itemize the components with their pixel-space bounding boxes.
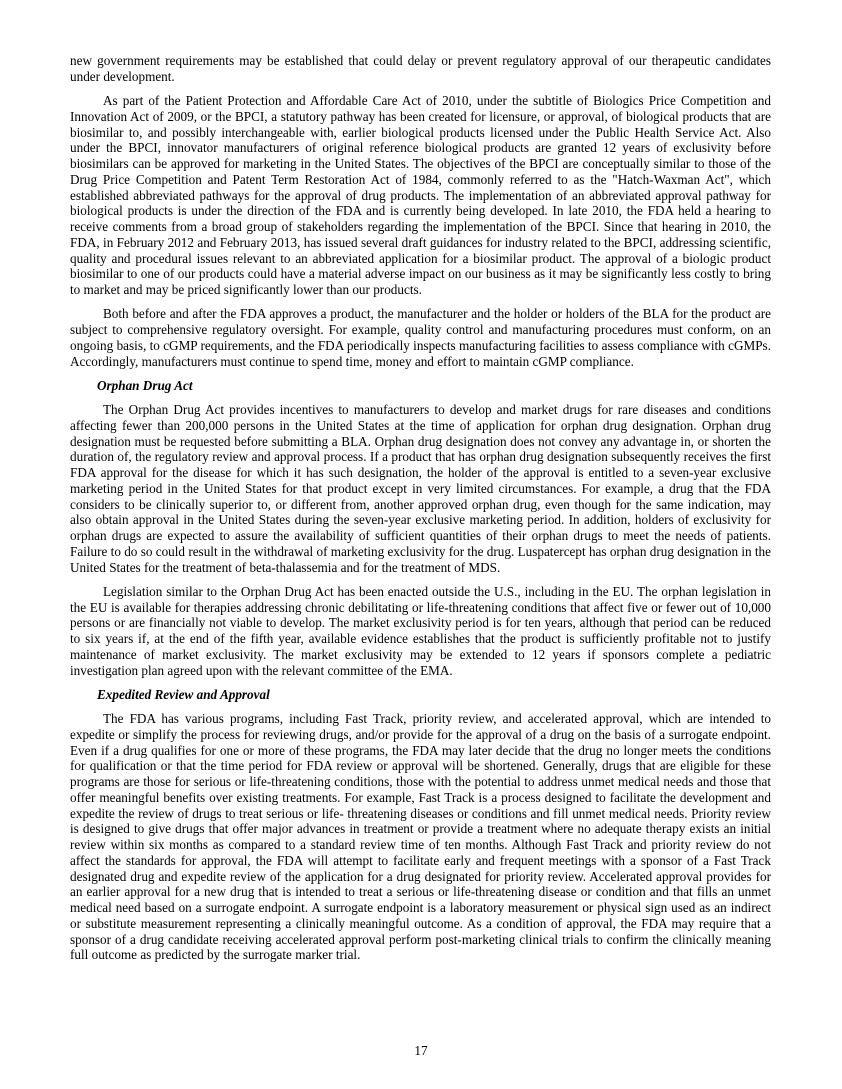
section-heading-expedited-review: Expedited Review and Approval bbox=[97, 686, 270, 702]
page-number: 17 bbox=[414, 1043, 428, 1058]
section-heading-orphan-drug-act: Orphan Drug Act bbox=[97, 377, 193, 393]
document-page bbox=[70, 53, 771, 972]
paragraph-continuation: new government requirements may be established that could delay or prevent regulatory approval of our therapeutic candidates under development. bbox=[70, 53, 771, 84]
paragraph-orphan-drug-act: The Orphan Drug Act provides incentives to manufacturers to develop and market drugs for rare diseases and conditions affecting fewer than 200,000 persons in the United States at the time of application for orphan drug designation. Orphan drug designation must be requested before submitting a BLA. Orphan drug designation does not convey any advantage in, or shorten the duration of, the regulatory review and approval process. If a product that has orphan drug designation subsequently receives the first FDA approval for the disease for which it has such designation, the holder of the approval is entitled to a seven-year exclusive marketing period in the United States for that product except in very limited circumstances. For example, a drug that the FDA considers to be clinically superior to, or different from, another approved orphan drug, even though for the same indication, may also obtain approval in the United States during the seven-year exclusive marketing period. In addition, holders of exclusivity for orphan drugs are expected to assure the availability of sufficient quantities of their orphan drugs to meet the needs of patients. Failure to do so could result in the withdrawal of marketing exclusivity for the drug. Luspatercept has orphan drug designation in the United States for the treatment of beta-thalassemia and for the treatment of MDS. bbox=[70, 402, 771, 575]
paragraph-eu-orphan-legislation: Legislation similar to the Orphan Drug Act has been enacted outside the U.S., including in the EU. The orphan legislation in the EU is available for therapies addressing chronic debilitating or life-threatening conditions that affect five or fewer out of 10,000 persons or are financially not viable to develop. The market exclusivity period is for ten years, although that period can be reduced to six years if, at the end of the fifth year, available evidence establishes that the product is sufficiently profitable not to justify maintenance of market exclusivity. The market exclusivity may be extended to 12 years if sponsors complete a pediatric investigation plan agreed upon with the relevant committee of the EMA. bbox=[70, 583, 771, 678]
paragraph-expedited-review: The FDA has various programs, including Fast Track, priority review, and accelerated approval, which are intended to expedite or simplify the process for reviewing drugs, and/or provide for the approval of a drug on the basis of a surrogate endpoint. Even if a drug qualifies for one or more of these programs, the FDA may later decide that the drug no longer meets the conditions for qualification or that the time period for FDA review or approval will be shortened. Generally, drugs that are eligible for these programs are those for serious or life-threatening conditions, those with the potential to address unmet medical needs and those that offer meaningful benefits over existing treatments. For example, Fast Track is a process designed to facilitate the development and expedite the review of drugs to treat serious or life- threatening diseases or conditions and fill unmet medical needs. Priority review is designed to give drugs that offer major advances in treatment or provide a treatment where no adequate therapy exists an initial review within six months as compared to a standard review time of ten months. Although Fast Track and priority review do not affect the standards for approval, the FDA will attempt to facilitate early and frequent meetings with a sponsor of a Fast Track designated drug and expedite review of the application for a drug designated for priority review. Accelerated approval provides for an earlier approval for a new drug that is intended to treat a serious or life-threatening disease or condition and that fills an unmet medical need based on a surrogate endpoint. A surrogate endpoint is a laboratory measurement or physical sign used as an indirect or substitute measurement representing a clinically meaningful outcome. As a condition of approval, the FDA may require that a sponsor of a drug candidate receiving accelerated approval perform post-marketing clinical trials to confirm the clinically meaning full outcome as predicted by the surrogate marker trial. bbox=[70, 711, 771, 963]
paragraph-regulatory-oversight: Both before and after the FDA approves a product, the manufacturer and the holder or holders of the BLA for the product are subject to comprehensive regulatory oversight. For example, quality control and manufacturing procedures must conform, on an ongoing basis, to cGMP requirements, and the FDA periodically inspects manufacturing facilities to assess compliance with cGMPs. Accordingly, manufacturers must continue to spend time, money and effort to maintain cGMP compliance. bbox=[70, 306, 771, 369]
paragraph-bpci: As part of the Patient Protection and Affordable Care Act of 2010, under the subtitle of Biologics Price Competition and Innovation Act of 2009, or the BPCI, a statutory pathway has been created for licensure, or approval, of biological products that are biosimilar to, and possibly interchangeable with, earlier biological products licensed under the Public Health Service Act. Also under the BPCI, innovator manufacturers of original reference biological products are granted 12 years of exclusivity before biosimilars can be approved for marketing in the United States. The objectives of the BPCI are conceptually similar to those of the Drug Price Competition and Patent Term Restoration Act of 1984, commonly referred to as the "Hatch-Waxman Act", which established abbreviated pathways for the approval of drug products. The implementation of an abbreviated approval pathway for biological products is under the direction of the FDA and is currently being developed. In late 2010, the FDA held a hearing to receive comments from a broad group of stakeholders regarding the implementation of the BPCI. Since that hearing in 2010, the FDA, in February 2012 and February 2013, has issued several draft guidances for industry related to the BPCI, addressing scientific, quality and procedural issues relevant to an abbreviated application for a biosimilar product. The approval of a biologic product biosimilar to one of our products could have a material adverse impact on our business as it may be significantly less costly to bring to market and may be priced significantly lower than our products. bbox=[70, 93, 771, 297]
